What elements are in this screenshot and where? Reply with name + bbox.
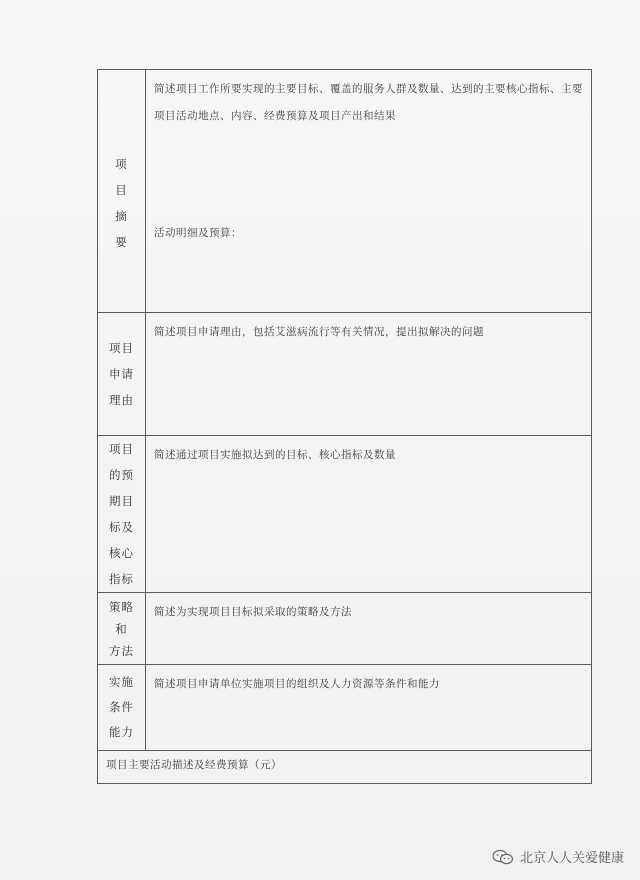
row-project-summary	[98, 70, 592, 313]
label-application-reason	[98, 313, 146, 436]
activity-budget-label: 项目主要活动描述及经费预算（元）	[106, 759, 282, 771]
label-line: 摘	[115, 209, 128, 223]
label-line: 方法	[109, 643, 134, 658]
label-line: 标及	[109, 520, 134, 534]
instruction-text: 简述项目申请理由，包括艾滋病流行等有关情况，提出拟解决的问题	[154, 326, 484, 338]
label-line: 期目	[109, 494, 134, 508]
label-line: 理由	[109, 393, 134, 407]
label-line: 目	[115, 183, 128, 197]
label-line: 要	[115, 235, 128, 249]
watermark-text: 北京人人关爱健康	[519, 851, 624, 866]
label-line: 项目	[109, 341, 134, 355]
instruction-text: 简述通过项目实施拟达到的目标、核心指标及数量	[154, 449, 396, 461]
application-form-table	[97, 69, 592, 784]
label-line: 能力	[109, 725, 134, 739]
row-application-reason	[98, 313, 592, 436]
content-strategy-method[interactable]	[146, 593, 592, 665]
label-line: 条件	[109, 700, 134, 714]
label-line: 核心	[109, 546, 134, 560]
watermark	[492, 847, 624, 866]
activity-budget-row[interactable]	[98, 751, 592, 784]
label-project-summary	[98, 70, 146, 313]
label-line: 指标	[109, 572, 134, 586]
row-activity-budget	[98, 751, 592, 784]
row-expected-goals	[98, 436, 592, 593]
label-line: 实施	[109, 675, 134, 689]
content-project-summary[interactable]	[146, 70, 592, 313]
instruction-text: 简述为实现项目目标拟采取的策略及方法	[154, 606, 352, 618]
label-line: 项目	[109, 442, 134, 456]
label-line: 项	[115, 157, 128, 171]
instruction-text: 简述项目申请单位实施项目的组织及人力资源等条件和能力	[154, 678, 440, 690]
row-implementation-capacity	[98, 665, 592, 751]
content-expected-goals[interactable]	[146, 436, 592, 593]
content-implementation-capacity[interactable]	[146, 665, 592, 751]
label-line: 和	[115, 621, 128, 636]
label-line: 申请	[109, 367, 134, 381]
content-application-reason[interactable]	[146, 313, 592, 436]
label-implementation-capacity	[98, 665, 146, 751]
activity-budget-heading: 活动明细及预算：	[154, 227, 242, 239]
label-expected-goals	[98, 436, 146, 593]
wechat-icon	[492, 849, 514, 865]
instruction-text: 简述项目工作所要实现的主要目标、覆盖的服务人群及数量、达到的主要核心指标、主要项目活动地点、内容、经费预算及项目产出和结果	[154, 83, 583, 122]
label-strategy-method	[98, 593, 146, 665]
label-line: 策略	[109, 599, 134, 614]
label-line: 的预	[109, 468, 134, 482]
row-strategy-method	[98, 593, 592, 665]
